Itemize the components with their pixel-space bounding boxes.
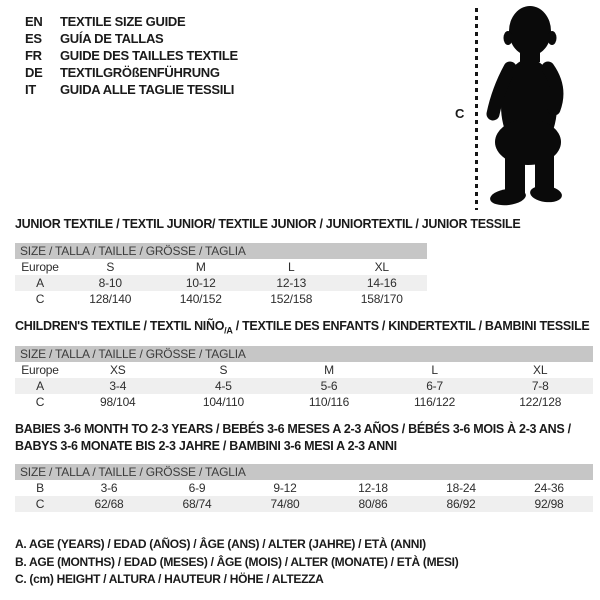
- language-row: [25, 30, 238, 47]
- size-cell: S: [106, 260, 115, 274]
- row-label: C: [35, 395, 45, 409]
- height-measure-dotted-line: [475, 8, 478, 210]
- language-title-block: [25, 13, 238, 98]
- language-code: DE: [25, 65, 43, 80]
- babies-size-table: [15, 464, 593, 512]
- language-row: [25, 13, 238, 30]
- row-label: A: [36, 276, 44, 290]
- age-cell: 3-4: [109, 379, 127, 393]
- size-cell: XS: [109, 363, 126, 377]
- guide-title: TEXTILGRÖßENFÜHRUNG: [60, 65, 220, 80]
- age-cell: 18-24: [446, 481, 476, 495]
- age-cell: 3-6: [100, 481, 118, 495]
- row-label: C: [35, 292, 45, 306]
- size-cell: XL: [374, 260, 389, 274]
- age-cell: 6-7: [426, 379, 443, 393]
- row-label: C: [35, 497, 45, 511]
- table-row: [15, 480, 593, 496]
- guide-title: TEXTILE SIZE GUIDE: [60, 14, 186, 29]
- height-cell: 104/110: [202, 395, 244, 409]
- age-cell: 4-5: [215, 379, 232, 393]
- table-row: [15, 275, 427, 291]
- table-row: [15, 259, 427, 275]
- height-cell: 98/104: [100, 395, 136, 409]
- footnote-b: B. AGE (MONTHS) / EDAD (MESES) / ÂGE (MOIS) / ALTER (MONATE) / ETÀ (MESI): [15, 554, 459, 569]
- age-cell: 12-18: [358, 481, 388, 495]
- table-header-size: SIZE / TALLA / TAILLE / GRÖSSE / TAGLIA: [15, 464, 593, 480]
- row-label: A: [36, 379, 44, 393]
- language-row: [25, 47, 238, 64]
- language-row: [25, 64, 238, 81]
- age-cell: 6-9: [188, 481, 206, 495]
- heading-text: / TEXTILE DES ENFANTS / KINDERTEXTIL / BAMBINI TESSILE: [232, 319, 590, 333]
- size-cell: M: [195, 260, 206, 274]
- height-cell: 122/128: [519, 395, 562, 409]
- heading-line-2: BABYS 3-6 MONATE BIS 2-3 JAHRE / BAMBINI 3-6 MESI A 2-3 ANNI: [15, 439, 397, 453]
- row-label: Europe: [21, 260, 59, 274]
- table-header-size: SIZE / TALLA / TAILLE / GRÖSSE / TAGLIA: [15, 243, 427, 259]
- language-code: EN: [25, 14, 43, 29]
- height-cell: 62/68: [94, 497, 124, 511]
- height-cell: 92/98: [534, 497, 564, 511]
- table-row: [15, 378, 593, 394]
- size-cell: M: [324, 363, 334, 377]
- table-row: [15, 394, 593, 410]
- height-cell: 86/92: [446, 497, 476, 511]
- age-cell: 14-16: [366, 276, 397, 290]
- size-cell: S: [219, 363, 228, 377]
- age-cell: 7-8: [531, 379, 549, 393]
- height-cell: 128/140: [89, 292, 132, 306]
- footnote-a: A. AGE (YEARS) / EDAD (AÑOS) / ÂGE (ANS) / ALTER (JAHRE) / ETÀ (ANNI): [15, 537, 426, 551]
- section-heading-children: [15, 319, 589, 336]
- table-row: [15, 362, 593, 378]
- children-size-table: [15, 346, 593, 410]
- table-row: [15, 291, 427, 307]
- heading-line-1: BABIES 3-6 MONTH TO 2-3 YEARS / BEBÉS 3-6 MESES A 2-3 AÑOS / BÉBÉS 3-6 MOIS À 2-3 ANS /: [15, 422, 571, 436]
- heading-text: CHILDREN'S TEXTILE / TEXTIL NIÑO: [15, 319, 225, 333]
- toddler-silhouette: [484, 2, 568, 208]
- row-label: Europe: [21, 363, 59, 377]
- age-cell: 12-13: [276, 276, 307, 290]
- table-header-size: SIZE / TALLA / TAILLE / GRÖSSE / TAGLIA: [15, 346, 593, 362]
- height-cell: 116/122: [414, 395, 456, 409]
- guide-title: GUIDA ALLE TAGLIE TESSILI: [60, 82, 235, 97]
- table-row: [15, 496, 593, 512]
- height-measure-label: C: [455, 106, 465, 121]
- height-cell: 110/116: [308, 395, 350, 409]
- height-cell: 152/158: [270, 292, 313, 306]
- age-cell: 5-6: [320, 379, 338, 393]
- guide-title: GUIDE DES TAILLES TEXTILE: [60, 48, 238, 63]
- guide-title: GUÍA DE TALLAS: [60, 31, 164, 46]
- footnote-block: [15, 536, 458, 589]
- row-label: B: [36, 481, 44, 495]
- age-cell: 24-36: [534, 481, 564, 495]
- height-cell: 140/152: [179, 292, 222, 306]
- section-heading-babies: [15, 421, 571, 455]
- height-cell: 158/170: [360, 292, 403, 306]
- language-code: ES: [25, 31, 42, 46]
- size-cell: L: [431, 363, 438, 377]
- footnote-c: C. (cm) HEIGHT / ALTURA / HAUTEUR / HÖHE / ALTEZZA: [15, 572, 324, 586]
- junior-size-table: [15, 243, 427, 307]
- height-cell: 74/80: [270, 497, 300, 511]
- heading-subscript: /A: [224, 325, 233, 336]
- age-cell: 10-12: [185, 276, 216, 290]
- size-cell: L: [288, 260, 295, 274]
- section-heading-junior: JUNIOR TEXTILE / TEXTIL JUNIOR/ TEXTILE JUNIOR / JUNIORTEXTIL / JUNIOR TESSILE: [15, 217, 521, 231]
- height-cell: 80/86: [358, 497, 388, 511]
- height-cell: 68/74: [182, 497, 212, 511]
- language-row: [25, 81, 238, 98]
- size-cell: XL: [533, 363, 548, 377]
- age-cell: 9-12: [273, 481, 297, 495]
- language-code: IT: [25, 82, 36, 97]
- age-cell: 8-10: [98, 276, 122, 290]
- language-code: FR: [25, 48, 42, 63]
